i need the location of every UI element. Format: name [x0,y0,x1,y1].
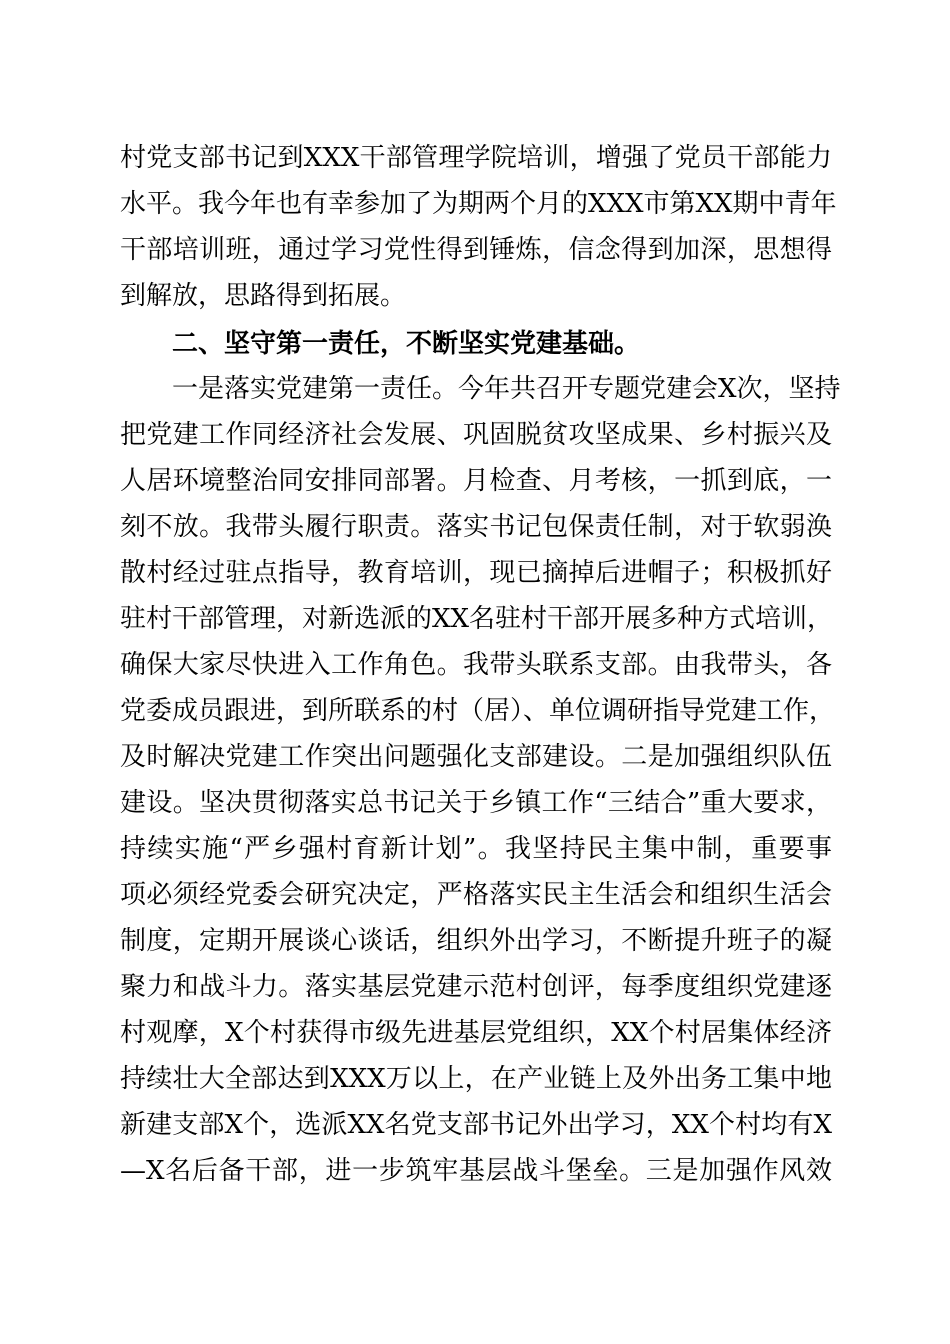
paragraph-line-4: 到解放，思路得到拓展。 [120,281,407,311]
paragraph-line-3: 干部培训班，通过学习党性得到锤炼，信念得到加深，思想得 [120,235,832,265]
paragraph-line-6: 一是落实党建第一责任。今年共召开专题党建会X次，坚持 [172,374,841,404]
paragraph-line-11: 驻村干部管理，对新选派的XX名驻村干部开展多种方式培训， [120,604,834,634]
paragraph-line-2: 水平。我今年也有幸参加了为期两个月的XXX市第XX期中青年 [120,189,837,219]
paragraph-line-10: 散村经过驻点指导，教育培训，现已摘掉后进帽子；积极抓好 [120,558,832,588]
paragraph-line-8: 人居环境整治同安排同部署。月检查、月考核，一抓到底，一 [120,466,832,496]
section-heading: 二、坚守第一责任，不断坚实党建基础。 [172,329,641,359]
paragraph-line-12: 确保大家尽快进入工作角色。我带头联系支部。由我带头，各 [120,650,832,680]
paragraph-line-23: —X名后备干部，进一步筑牢基层战斗堡垒。三是加强作风效 [120,1156,832,1186]
paragraph-line-13: 党委成员跟进，到所联系的村（居）、单位调研指导党建工作， [120,696,836,726]
paragraph-line-21: 持续壮大全部达到XXX万以上，在产业链上及外出务工集中地 [120,1064,832,1094]
paragraph-line-7: 把党建工作同经济社会发展、巩固脱贫攻坚成果、乡村振兴及 [120,420,832,450]
paragraph-line-9: 刻不放。我带头履行职责。落实书记包保责任制，对于软弱涣 [120,512,832,542]
paragraph-line-18: 制度，定期开展谈心谈话，组织外出学习，不断提升班子的凝 [120,926,832,956]
paragraph-line-15: 建设。坚决贯彻落实总书记关于乡镇工作“三结合”重大要求， [120,788,832,818]
paragraph-line-22: 新建支部X个，选派XX名党支部书记外出学习，XX个村均有X [120,1110,832,1140]
paragraph-line-14: 及时解决党建工作突出问题强化支部建设。二是加强组织队伍 [120,742,832,772]
paragraph-line-1: 村党支部书记到XXX干部管理学院培训，增强了党员干部能力 [120,143,832,173]
paragraph-line-20: 村观摩，X个村获得市级先进基层党组织，XX个村居集体经济 [120,1018,832,1048]
paragraph-line-16: 持续实施“严乡强村育新计划”。我坚持民主集中制，重要事 [120,834,832,864]
paragraph-line-19: 聚力和战斗力。落实基层党建示范村创评，每季度组织党建逐 [120,972,832,1002]
paragraph-line-17: 项必须经党委会研究决定，严格落实民主生活会和组织生活会 [120,880,832,910]
